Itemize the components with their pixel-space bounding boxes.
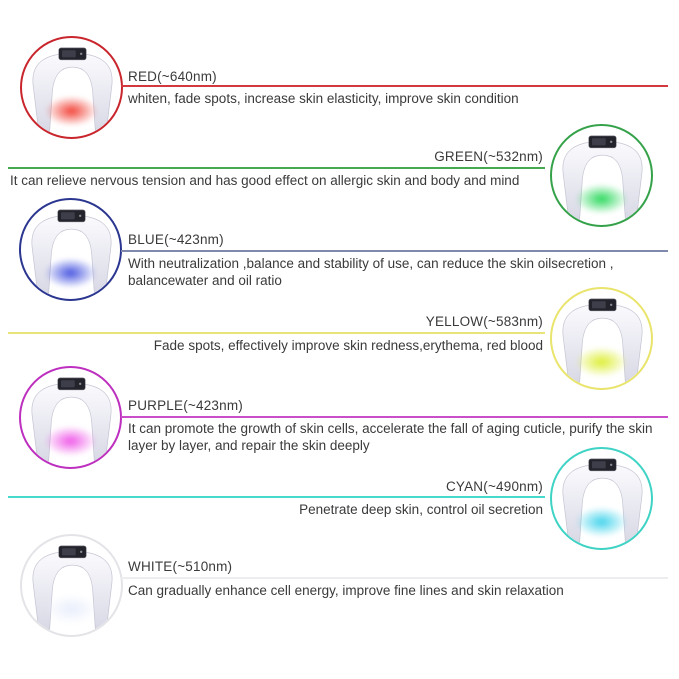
led-device-icon	[26, 47, 119, 133]
divider-yellow	[8, 332, 545, 334]
led-glow-blue	[34, 252, 107, 294]
led-device-white	[26, 545, 119, 631]
device-photo-purple	[19, 366, 122, 469]
benefit-text-cyan: Penetrate deep skin, control oil secretion	[299, 502, 543, 517]
benefit-text-yellow: Fade spots, effectively improve skin redness,erythema, red blood	[153, 338, 543, 353]
led-device-icon	[556, 298, 649, 384]
device-photo-red	[20, 36, 123, 139]
led-device-purple	[25, 377, 118, 463]
led-device-green	[556, 135, 649, 221]
benefit-text-green: It can relieve nervous tension and has good effect on allergic skin and body and mind	[10, 173, 520, 188]
led-device-yellow	[556, 298, 649, 384]
wavelength-label-red: RED(~640nm)	[128, 69, 217, 84]
led-device-icon	[556, 458, 649, 544]
wavelength-label-green: GREEN(~532nm)	[434, 149, 543, 164]
led-glow-green	[565, 178, 638, 220]
device-photo-cyan	[550, 447, 653, 550]
divider-green	[8, 167, 545, 169]
device-photo-blue	[19, 198, 122, 301]
led-glow-red	[35, 90, 108, 132]
led-device-icon	[556, 135, 649, 221]
wavelength-label-blue: BLUE(~423nm)	[128, 232, 224, 247]
divider-purple	[121, 416, 668, 418]
benefit-text-purple: It can promote the growth of skin cells, accelerate the fall of aging cuticle, purify the skin layer by layer, and repair the skin deeply	[128, 421, 653, 453]
device-photo-green	[550, 124, 653, 227]
led-device-cyan	[556, 458, 649, 544]
wavelength-label-white: WHITE(~510nm)	[128, 559, 233, 574]
led-device-blue	[25, 209, 118, 295]
led-glow-cyan	[565, 501, 638, 543]
divider-cyan	[8, 496, 545, 498]
wavelength-label-purple: PURPLE(~423nm)	[128, 398, 243, 413]
benefit-text-white: Can gradually enhance cell energy, improve fine lines and skin relaxation	[128, 583, 564, 598]
led-device-icon	[25, 377, 118, 463]
led-glow-yellow	[565, 341, 638, 383]
benefit-text-blue: With neutralization ,balance and stability of use, can reduce the skin oilsecretion , balancewater and oil ratio	[128, 256, 614, 288]
led-device-icon	[25, 209, 118, 295]
divider-white	[121, 577, 668, 579]
led-device-red	[26, 47, 119, 133]
led-glow-purple	[34, 420, 107, 462]
device-photo-white	[20, 534, 123, 637]
led-glow-white	[35, 588, 108, 630]
device-photo-yellow	[550, 287, 653, 390]
benefit-text-red: whiten, fade spots, increase skin elasticity, improve skin condition	[128, 91, 519, 106]
divider-red	[121, 85, 668, 87]
wavelength-label-yellow: YELLOW(~583nm)	[425, 314, 543, 329]
wavelength-label-cyan: CYAN(~490nm)	[445, 479, 543, 494]
led-device-icon	[26, 545, 119, 631]
divider-blue	[121, 250, 668, 252]
